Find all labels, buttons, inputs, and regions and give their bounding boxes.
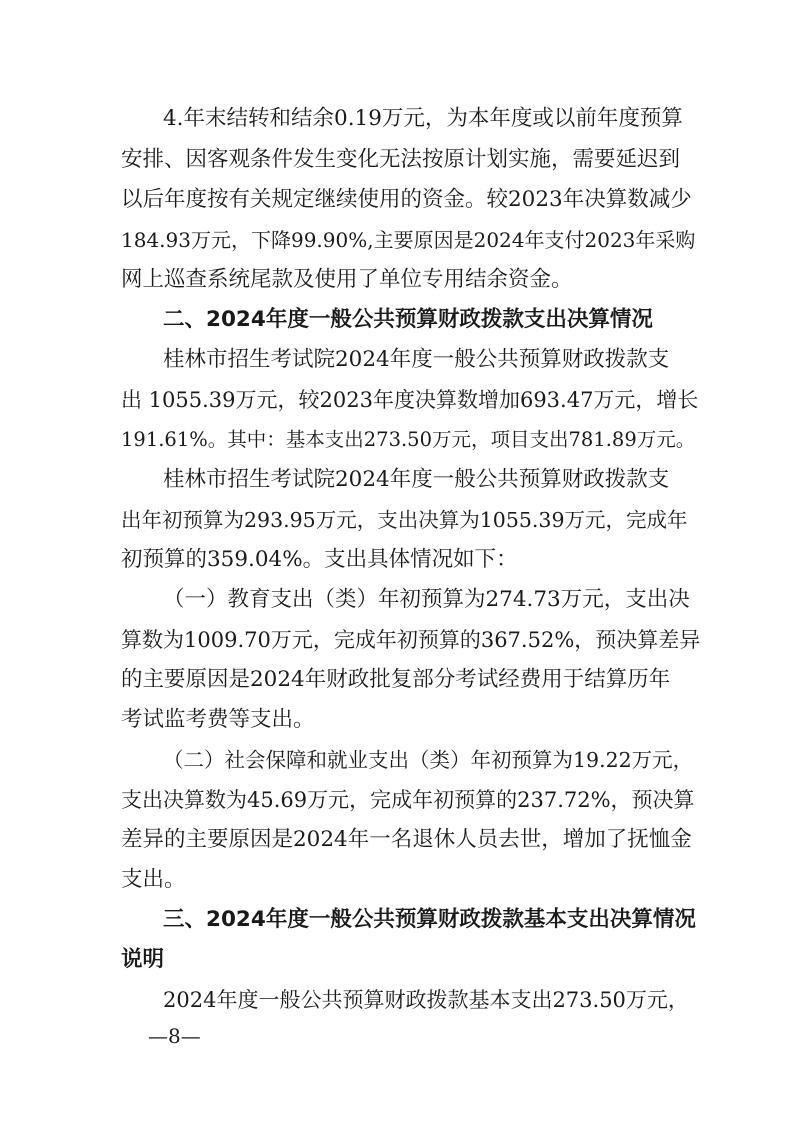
paragraph-line: 考试监考费等支出。 — [121, 707, 315, 732]
paragraph-line: （一）教育支出（类）年初预算为274.73万元，支出决 — [163, 587, 690, 612]
paragraph-line: 桂林市招生考试院2024年度一般公共预算财政拨款支 — [163, 467, 670, 492]
paragraph-line: 初预算的359.04%。支出具体情况如下： — [121, 547, 518, 572]
section-heading: 说明 — [121, 947, 165, 972]
section-heading: 二、2024年度一般公共预算财政拨款支出决算情况 — [163, 307, 653, 332]
paragraph-line: 2024年度一般公共预算财政拨款基本支出273.50万元， — [163, 988, 689, 1012]
paragraph-line: 算数为1009.70万元，完成年初预算的367.52%，预决算差异 — [121, 628, 701, 652]
paragraph-line: 的主要原因是2024年财政批复部分考试经费用于结算历年 — [121, 667, 671, 692]
paragraph-line: 差异的主要原因是2024年一名退休人员去世，增加了抚恤金 — [121, 827, 692, 852]
paragraph-line: 网上巡查系统尾款及使用了单位专用结余资金。 — [121, 267, 573, 292]
paragraph-line: （二）社会保障和就业支出（类）年初预算为19.22万元， — [163, 748, 694, 772]
page-number: —8— — [148, 1024, 201, 1048]
paragraph-line: 桂林市招生考试院2024年度一般公共预算财政拨款支 — [163, 347, 670, 372]
paragraph-line: 以后年度按有关规定继续使用的资金。较2023年决算数减少 — [121, 187, 692, 212]
paragraph-line: 出年初预算为293.95万元，支出决算为1055.39万元，完成年 — [121, 508, 688, 532]
paragraph-line: 支出。 — [121, 867, 186, 892]
paragraph-line: 184.93万元，下降99.90%,主要原因是2024年支付2023年采购 — [121, 228, 696, 252]
paragraph-line: 4.年末结转和结余0.19万元，为本年度或以前年度预算 — [163, 106, 683, 131]
section-heading: 三、2024年度一般公共预算财政拨款基本支出决算情况 — [163, 907, 696, 932]
paragraph-line: 191.61%。其中：基本支出273.50万元，项目支出781.89万元。 — [121, 428, 696, 451]
paragraph-line: 支出决算数为45.69万元，完成年初预算的237.72%，预决算 — [121, 788, 695, 812]
paragraph-line: 出 1055.39万元，较2023年度决算数增加693.47万元，增长 — [121, 388, 699, 412]
paragraph-line: 安排、因客观条件发生变化无法按原计划实施，需要延迟到 — [121, 147, 681, 172]
